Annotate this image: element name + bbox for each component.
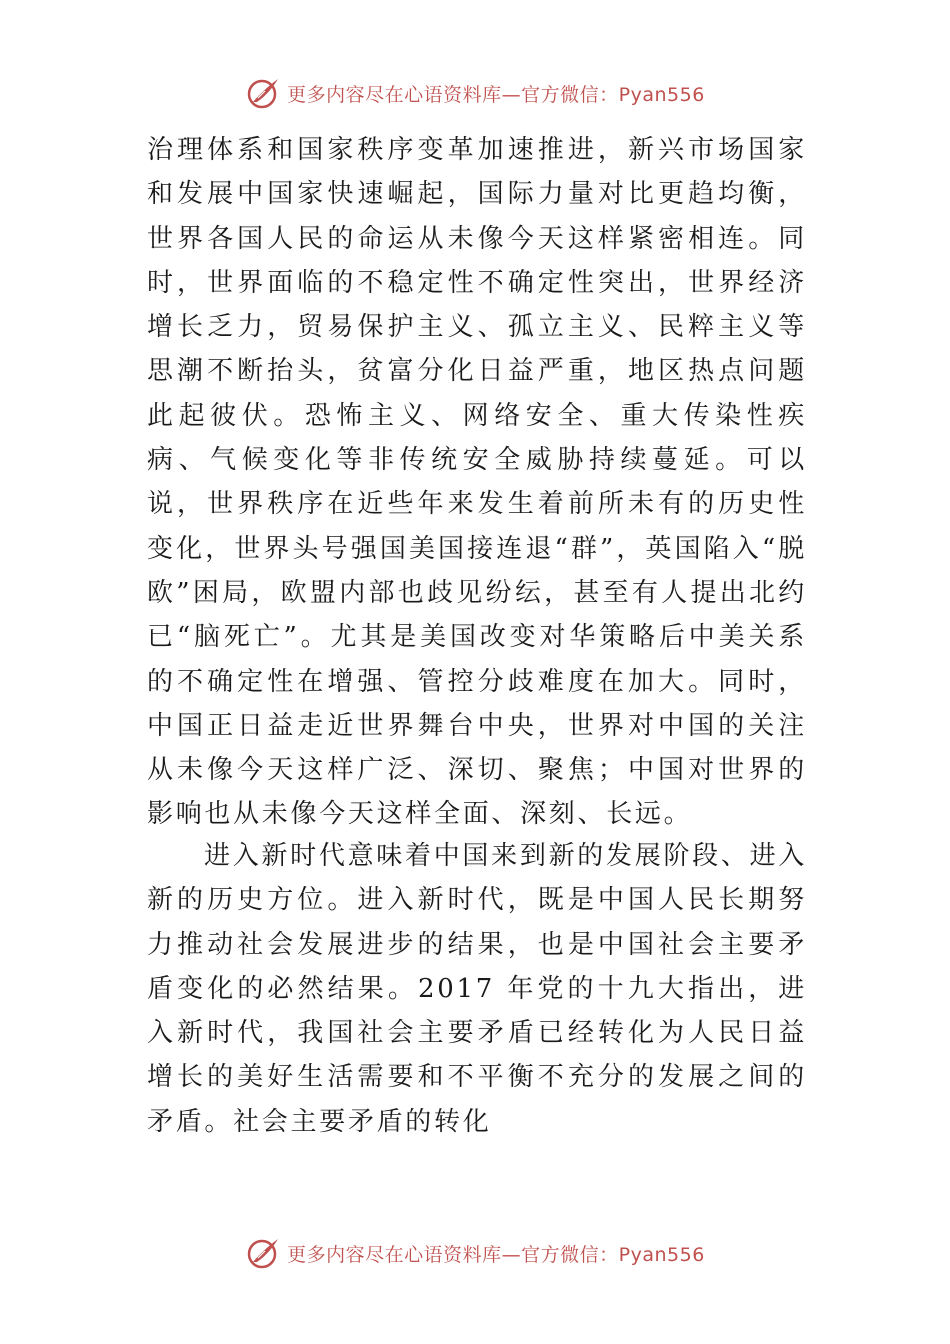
quill-circle-logo-icon (245, 75, 281, 111)
watermark-text: 更多内容尽在心语资料库—官方微信：Pyan556 (287, 1243, 705, 1266)
body-paragraph-1: 治理体系和国家秩序变革加速推进，新兴市场国家和发展中国家快速崛起，国际力量对比更趋均衡，世界各国人民的命运从未像今天这样紧密相连。同时，世界面临的不稳定性不确定性突出，世界经济增长乏力，贸易保护主义、孤立主义、民粹主义等思潮不断抬头，贫富分化日益严重，地区热点问题此起彼伏。恐怖主义、网络安全、重大传染性疾病、气候变化等非传统安全威胁持续蔓延。可以说，世界秩序在近些年来发生着前所未有的历史性变化，世界头号强国美国接连退“群”，英国陷入“脱欧”困局，欧盟内部也歧见纷纭，甚至有人提出北约已“脑死亡”。尤其是美国改变对华策略后中美关系的不确定性在增强、管控分歧难度在加大。同时，中国正日益走近世界舞台中央，世界对中国的关注从未像今天这样广泛、深切、聚焦；中国对世界的影响也从未像今天这样全面、深刻、长远。 (147, 135, 807, 830)
watermark-text: 更多内容尽在心语资料库—官方微信：Pyan556 (287, 83, 705, 106)
footer-watermark (0, 1233, 950, 1273)
header-watermark (0, 73, 950, 113)
quill-circle-logo-icon (245, 1235, 281, 1271)
body-paragraph-2: 进入新时代意味着中国来到新的发展阶段、进入新的历史方位。进入新时代，既是中国人民长期努力推动社会发展进步的结果，也是中国社会主要矛盾变化的必然结果。2017 年党的十九大指出，进入新时代，我国社会主要矛盾已经转化为人民日益增长的美好生活需要和不平衡不充分的发展之间的矛盾。社会主要矛盾的转化 (147, 841, 807, 1137)
